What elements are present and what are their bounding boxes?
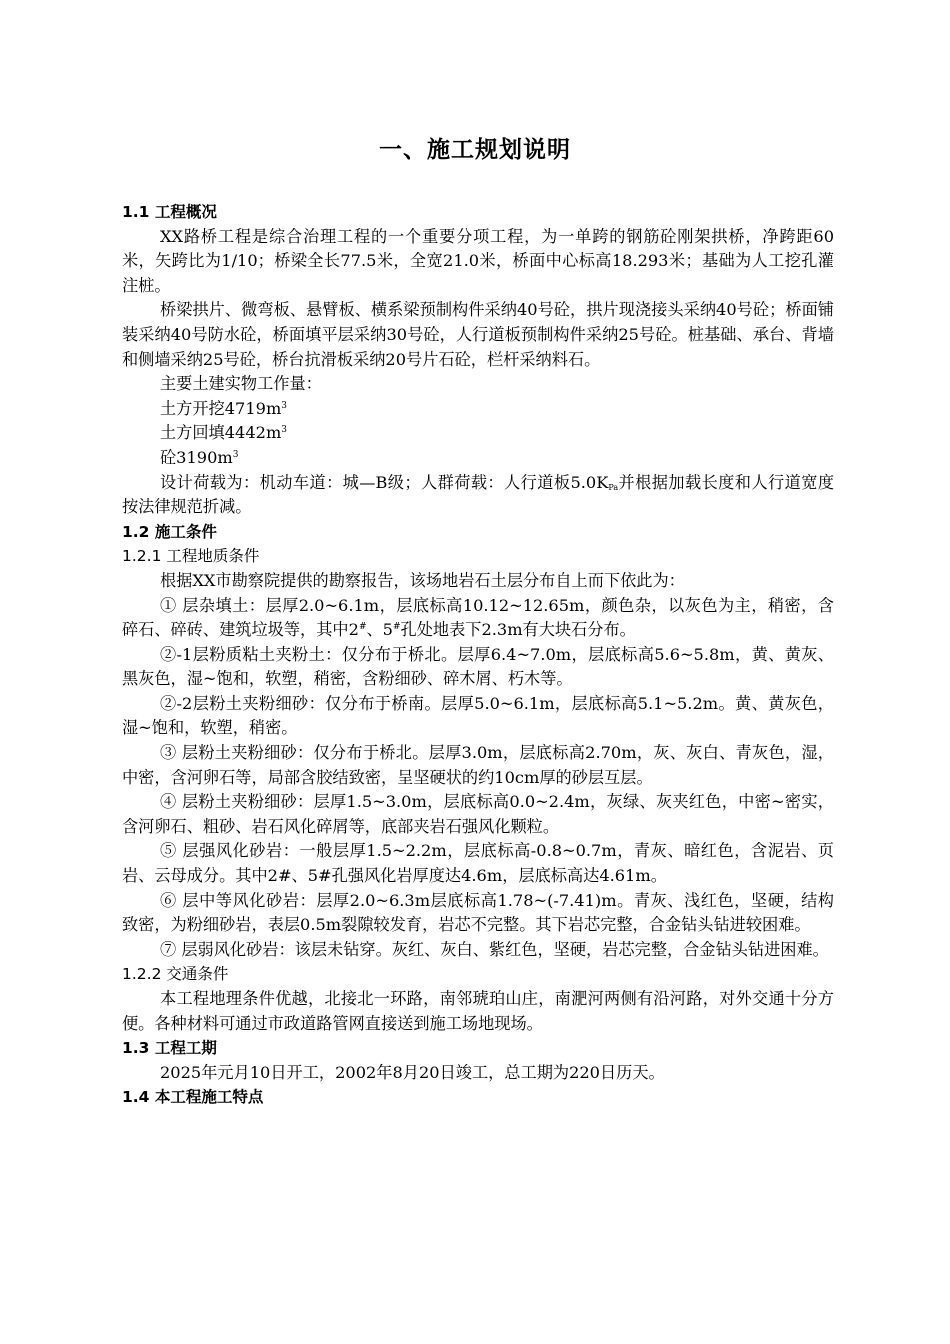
section-heading-1-4: 1.4 本工程施工特点 — [122, 1088, 264, 1107]
layer-1: ① 层杂填土：层厚2.0~6.1m，层底标高10.12~12.65m，颜色杂，以灰色为主，稍密，含碎石、碎砖、建筑垃圾等，其中2#、5#孔处地表下2.3m有大块石分布。 — [122, 595, 834, 640]
quantity-concrete: 砼$3190m^3$ — [160, 447, 239, 467]
layer-2-1: ②-1层粉质粘土夹粉土：仅分布于桥北。层厚6.4~7.0m，层底标高5.6~5.8m，黄、黄灰、黑灰色，湿~饱和，软塑，稍密，含粉细砂、碎木屑、朽木等。 — [122, 644, 834, 689]
quantity-backfill: 土方回填$4442m^3$ — [160, 423, 288, 443]
layer-7: ⑦ 层弱风化砂岩：该层未钻穿。灰红、灰白、紫红色，坚硬，岩芯完整，合金钻头钻进困难。 — [160, 939, 829, 959]
quantities-intro: 主要土建实物工作量： — [160, 374, 322, 394]
overview-paragraph: XX路桥工程是综合治理工程的一个重要分项工程，为一单跨的钢筋砼刚架拱桥，净跨距60米，矢跨比为1/10；桥梁全长77.5米，全宽21.0米，桥面中心标高18.293米；基础为人工挖孔灌注桩。 — [122, 226, 834, 295]
layer-5: ⑤ 层强风化砂岩：一般层厚1.5~2.2m，层底标高-0.8~0.7m，青灰、暗红色，含泥岩、页岩、云母成分。其中2#、5#孔强风化岩厚度达4.6m，层底标高达4.61m。 — [122, 841, 834, 886]
pa-subscript: Pa — [608, 482, 619, 492]
geology-intro: 根据XX市勘察院提供的勘察报告，该场地岩石土层分布自上而下依此为： — [160, 570, 685, 590]
cube-superscript: 3 — [232, 449, 239, 460]
section-heading-1-2-2: 1.2.2 交通条件 — [122, 965, 229, 984]
layer-2-2: ②-2层粉土夹粉细砂：仅分布于桥南。层厚5.0~6.1m，层底标高5.1~5.2m。黄、黄灰色，湿~饱和，软塑，稍密。 — [122, 693, 834, 738]
traffic-paragraph: 本工程地理条件优越，北接北一环路，南邻琥珀山庄，南淝河两侧有沿河路，对外交通十分方便。各种材料可通过市政道路管网直接送到施工场地现场。 — [122, 989, 834, 1033]
section-heading-1-1: 1.1 工程概况 — [122, 203, 217, 221]
quantity-excavation: 土方开挖$4719m^3$ — [160, 398, 288, 418]
section-heading-1-2-1: 1.2.1 工程地质条件 — [122, 547, 260, 566]
layer-3: ③ 层粉土夹粉细砂：仅分布于桥北。层厚3.0m，层底标高2.70m，灰、灰白、青灰色，湿，中密，含河卵石等，局部含胶结致密，呈坚硬状的约10cm厚的砂层互层。 — [122, 743, 834, 787]
layer-6: ⑥ 层中等风化砂岩：层厚2.0~6.3m层底标高1.78~(-7.41)m。青灰、浅红色，坚硬，结构致密，为粉细砂岩，表层0.5m裂隙较发育，岩芯不完整。其下岩芯完整，合金钻头钻进较困难。 — [122, 890, 834, 935]
cube-superscript: 3 — [281, 400, 288, 411]
materials-paragraph: 桥梁拱片、微弯板、悬臂板、横系梁预制构件采纳40号砼，拱片现浇接头采纳40号砼；桥面铺装采纳40号防水砼，桥面填平层采纳30号砼，人行道板预制构件采纳25号砼。桩基础、承台、背墙和侧墙采纳25号砼，桥台抗滑板采纳20号片石砼，栏杆采纳料石。 — [122, 300, 834, 369]
schedule-paragraph: 2025年元月10日开工，2002年8月20日竣工，总工期为220日历天。 — [160, 1062, 665, 1082]
section-heading-1-3: 1.3 工程工期 — [122, 1039, 217, 1058]
document-body — [122, 200, 834, 1110]
design-load-paragraph: 设计荷载为：机动车道：城—B级；人群荷载：人行道板$5.0K_{Pa}$并根据加载长度和人行道宽度按法律规范折减。 — [122, 472, 835, 517]
layer-4: ④ 层粉土夹粉细砂：层厚1.5~3.0m，层底标高0.0~2.4m，灰绿、灰夹红色，中密~密实，含河卵石、粗砂、岩石风化碎屑等，底部夹岩石强风化颗粒。 — [122, 792, 834, 836]
page-title: 一、施工规划说明 — [379, 137, 571, 163]
section-heading-1-2: 1.2 施工条件 — [122, 522, 217, 541]
cube-superscript: 3 — [281, 425, 288, 436]
